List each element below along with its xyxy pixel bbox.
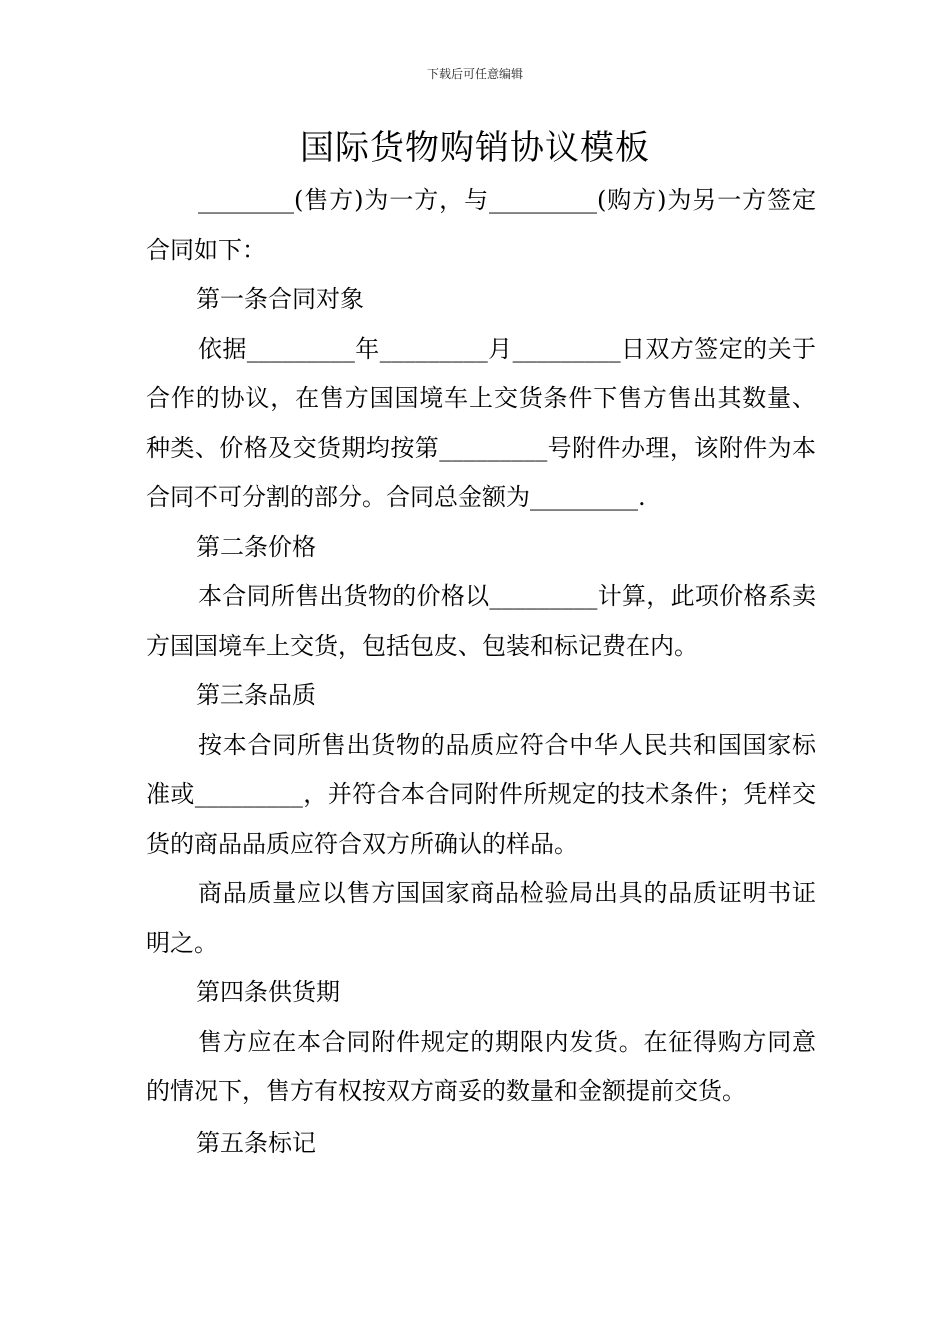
article-2-paragraph: 本合同所售出货物的价格以_________计算，此项价格系卖方国国境车上交货，包括包皮、包装和标记费在内。 bbox=[146, 582, 816, 660]
article-5-heading: 第五条标记 bbox=[196, 1128, 316, 1157]
intro-paragraph: ________(售方)为一方，与_________(购方)为另一方签定合同如下： bbox=[146, 186, 816, 264]
article-3-paragraph-1: 按本合同所售出货物的品质应符合中华人民共和国国家标准或_________，并符合本合同附件所规定的技术条件；凭样交货的商品品质应符合双方所确认的样品。 bbox=[146, 730, 816, 858]
header-note: 下载后可任意编辑 bbox=[426, 67, 523, 81]
document-title: 国际货物购销协议模板 bbox=[300, 128, 650, 168]
article-1-heading: 第一条合同对象 bbox=[196, 285, 364, 313]
article-4-paragraph: 售方应在本合同附件规定的期限内发货。在征得购方同意的情况下，售方有权按双方商妥的数量和金额提前交货。 bbox=[146, 1027, 816, 1105]
article-3-heading: 第三条品质 bbox=[196, 681, 316, 709]
article-3-paragraph-2: 商品质量应以售方国国家商品检验局出具的品质证明书证明之。 bbox=[146, 879, 816, 957]
article-2-heading: 第二条价格 bbox=[196, 532, 316, 561]
document-body bbox=[146, 176, 816, 1168]
article-4-heading: 第四条供货期 bbox=[196, 978, 340, 1006]
article-1-paragraph: 依据_________年_________月_________日双方签定的关于合作的协议，在售方国国境车上交货条件下售方售出其数量、种类、价格及交货期均按第_________号附件办理，该附件为本合同不可分割的部分。合同总金额为_________. bbox=[146, 334, 816, 511]
